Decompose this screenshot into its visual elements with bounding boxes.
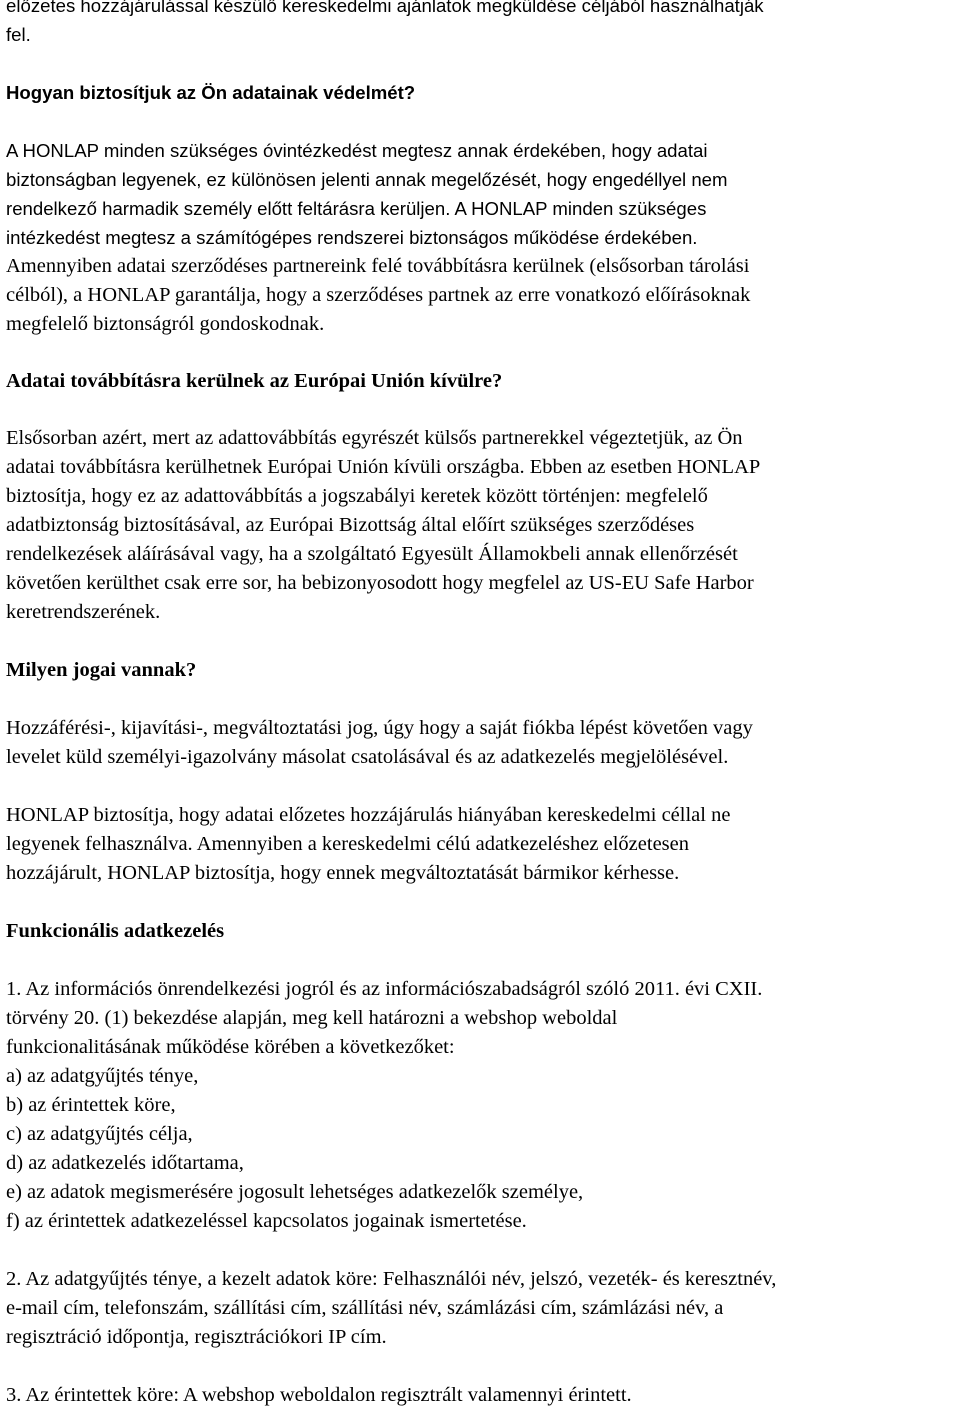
protection-line-2: biztonságban legyenek, ez különösen jelenti annak megelőzését, hogy engedéllyel nem	[6, 169, 728, 190]
intro-paragraph	[6, 0, 956, 49]
functional-item-2-line-3: regisztráció időpontja, regisztrációkori IP cím.	[6, 1326, 387, 1348]
intro-line-1: előzetes hozzájárulással készülő kereskedelmi ajánlatok megküldése céljából használhatják	[6, 0, 764, 16]
transfer-line-2: adatai továbbításra kerülhetnek Európai Unión kívüli országba. Ebben az esetben HONLAP	[6, 456, 761, 478]
rights-p2-line-3: hozzájárult, HONLAP biztosítja, hogy ennek megváltoztatását bármikor kérhesse.	[6, 862, 680, 884]
list-item: c) az adatgyűjtés célja,	[6, 1123, 193, 1145]
functional-item-1-line-2: törvény 20. (1) bekezdése alapján, meg kell határozni a webshop weboldal	[6, 1007, 618, 1029]
protection-paragraph	[6, 136, 956, 339]
transfer-line-1: Elsősorban azért, mert az adattovábbítás egyrészét külsős partnerekkel végeztetjük, az Ön	[6, 427, 743, 449]
protection-line-6: célból), a HONLAP garantálja, hogy a szerződéses partnek az erre vonatkozó előírásoknak	[6, 284, 751, 306]
transfer-line-3: biztosítja, hogy ez az adattovábbítás a jogszabályi keretek között történjen: megfelelő	[6, 485, 708, 507]
list-item: f) az érintettek adatkezeléssel kapcsolatos jogainak ismertetése.	[6, 1210, 527, 1232]
functional-item-2-line-1: 2. Az adatgyűjtés ténye, a kezelt adatok köre: Felhasználói név, jelszó, vezeték- és keresztnév,	[6, 1268, 777, 1290]
rights-p2-line-2: legyenek felhasználva. Amennyiben a kereskedelmi célú adatkezeléshez előzetesen	[6, 833, 689, 855]
rights-p2-line-1: HONLAP biztosítja, hogy adatai előzetes hozzájárulás hiányában kereskedelmi céllal ne	[6, 804, 731, 826]
protection-line-3: rendelkező harmadik személy előtt feltárásra kerüljen. A HONLAP minden szükséges	[6, 198, 707, 219]
transfer-line-6: követően kerülthet csak erre sor, ha bebizonyosodott hogy megfelel az US-EU Safe Harbor	[6, 572, 754, 594]
rights-paragraph-2	[6, 801, 956, 888]
transfer-line-7: keretrendszerének.	[6, 601, 161, 623]
protection-line-5: Amennyiben adatai szerződéses partnereink felé továbbításra kerülnek (elsősorban tárolási	[6, 255, 750, 277]
list-item: a) az adatgyűjtés ténye,	[6, 1065, 199, 1087]
functional-item-2-line-2: e-mail cím, telefonszám, szállítási cím, szállítási név, számlázási cím, számlázási név, a	[6, 1297, 724, 1319]
functional-item-1	[6, 975, 956, 1236]
protection-line-1: A HONLAP minden szükséges óvintézkedést megtesz annak érdekében, hogy adatai	[6, 140, 708, 161]
list-item: e) az adatok megismerésére jogosult lehetséges adatkezelők személye,	[6, 1181, 584, 1203]
rights-paragraph-1	[6, 714, 956, 772]
list-item: d) az adatkezelés időtartama,	[6, 1152, 244, 1174]
functional-sublist	[6, 1062, 956, 1236]
rights-p1-line-1: Hozzáférési-, kijavítási-, megváltoztatási jog, úgy hogy a saját fiókba lépést követően vagy	[6, 717, 753, 739]
heading-functional: Funkcionális adatkezelés	[6, 920, 225, 942]
list-item: b) az érintettek köre,	[6, 1094, 176, 1116]
protection-line-7: megfelelő biztonságról gondoskodnak.	[6, 313, 325, 335]
transfer-paragraph	[6, 424, 956, 627]
functional-item-3: 3. Az érintettek köre: A webshop weboldalon regisztrált valamennyi érintett.	[6, 1384, 632, 1406]
functional-item-1-line-1: 1. Az információs önrendelkezési jogról és az információszabadságról szóló 2011. évi CXII.	[6, 978, 763, 1000]
transfer-line-5: rendelkezések aláírásával vagy, ha a szolgáltató Egyesült Államokbeli annak ellenőrzését	[6, 543, 738, 565]
protection-line-4: intézkedést megtesz a számítógépes rendszerei biztonságos működése érdekében.	[6, 227, 698, 248]
rights-p1-line-2: levelet küld személyi-igazolvány másolat csatolásával és az adatkezelés megjelölésével.	[6, 746, 729, 768]
functional-item-1-line-3: funkcionalitásának működése körében a következőket:	[6, 1036, 455, 1058]
heading-protection: Hogyan biztosítjuk az Ön adatainak védelmét?	[6, 82, 416, 103]
functional-item-2	[6, 1265, 956, 1352]
heading-rights: Milyen jogai vannak?	[6, 659, 197, 681]
intro-line-2: fel.	[6, 24, 31, 45]
transfer-line-4: adatbiztonság biztosításával, az Európai Bizottság által előírt szükséges szerződéses	[6, 514, 695, 536]
heading-transfer: Adatai továbbításra kerülnek az Európai Unión kívülre?	[6, 370, 503, 392]
document-page	[6, 0, 956, 1410]
